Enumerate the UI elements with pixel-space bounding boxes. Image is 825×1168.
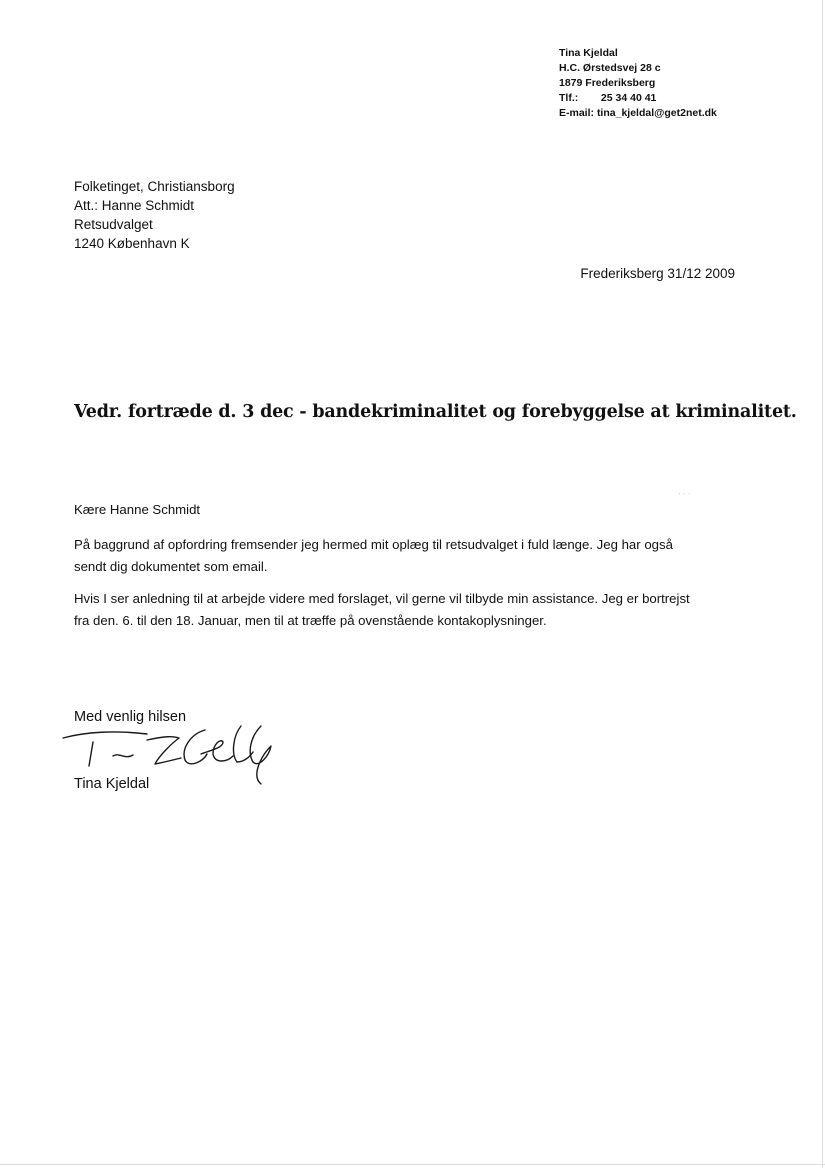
sender-address-block (559, 46, 717, 121)
paragraph-2-line-2: fra den. 6. til den 18. Januar, men til at træffe på ovenstående kontakoplysninger. (74, 613, 547, 628)
scan-speck: · · · (678, 489, 691, 498)
recipient-line-4: 1240 København K (74, 236, 190, 251)
paragraph-1-line-2: sendt dig dokumentet som email. (74, 559, 268, 574)
letter-subject: Vedr. fortræde d. 3 dec - bandekriminalitet og forebyggelse at kriminalitet. (74, 402, 797, 422)
letter-date: Frederiksberg 31/12 2009 (580, 266, 735, 281)
paragraph-2-line-1: Hvis I ser anledning til at arbejde videre med forslaget, vil gerne vil tilbyde min assistance. Jeg er bortrejst (74, 591, 690, 606)
recipient-line-1: Folketinget, Christiansborg (74, 179, 235, 194)
recipient-line-3: Retsudvalget (74, 217, 153, 232)
recipient-address-block (74, 177, 235, 253)
sender-phone: 25 34 40 41 (600, 92, 657, 104)
sender-email-label: E-mail: (559, 107, 595, 119)
letter-body (74, 499, 754, 642)
closing-salutation: Med venlig hilsen (74, 709, 187, 725)
recipient-line-2: Att.: Hanne Schmidt (74, 198, 195, 213)
sender-city: 1879 Frederiksberg (559, 77, 656, 89)
sender-name: Tina Kjeldal (559, 47, 618, 59)
scan-bottom-line (0, 1164, 825, 1165)
paragraph-2 (74, 588, 754, 632)
scan-edge-line (822, 0, 823, 1168)
sender-phone-label: Tlf.: (559, 92, 579, 104)
signed-name: Tina Kjeldal (74, 776, 150, 792)
paragraph-1 (74, 534, 754, 578)
sender-street: H.C. Ørstedsvej 28 c (559, 62, 661, 74)
paragraph-1-line-1: På baggrund af opfordring fremsender jeg hermed mit oplæg til retsudvalget i fuld længe. Jeg har også (74, 537, 673, 552)
sender-email-row (559, 106, 717, 121)
sender-email: tina_kjeldal@get2net.dk (596, 107, 717, 119)
greeting: Kære Hanne Schmidt (74, 502, 201, 517)
sender-phone-row (559, 91, 717, 106)
